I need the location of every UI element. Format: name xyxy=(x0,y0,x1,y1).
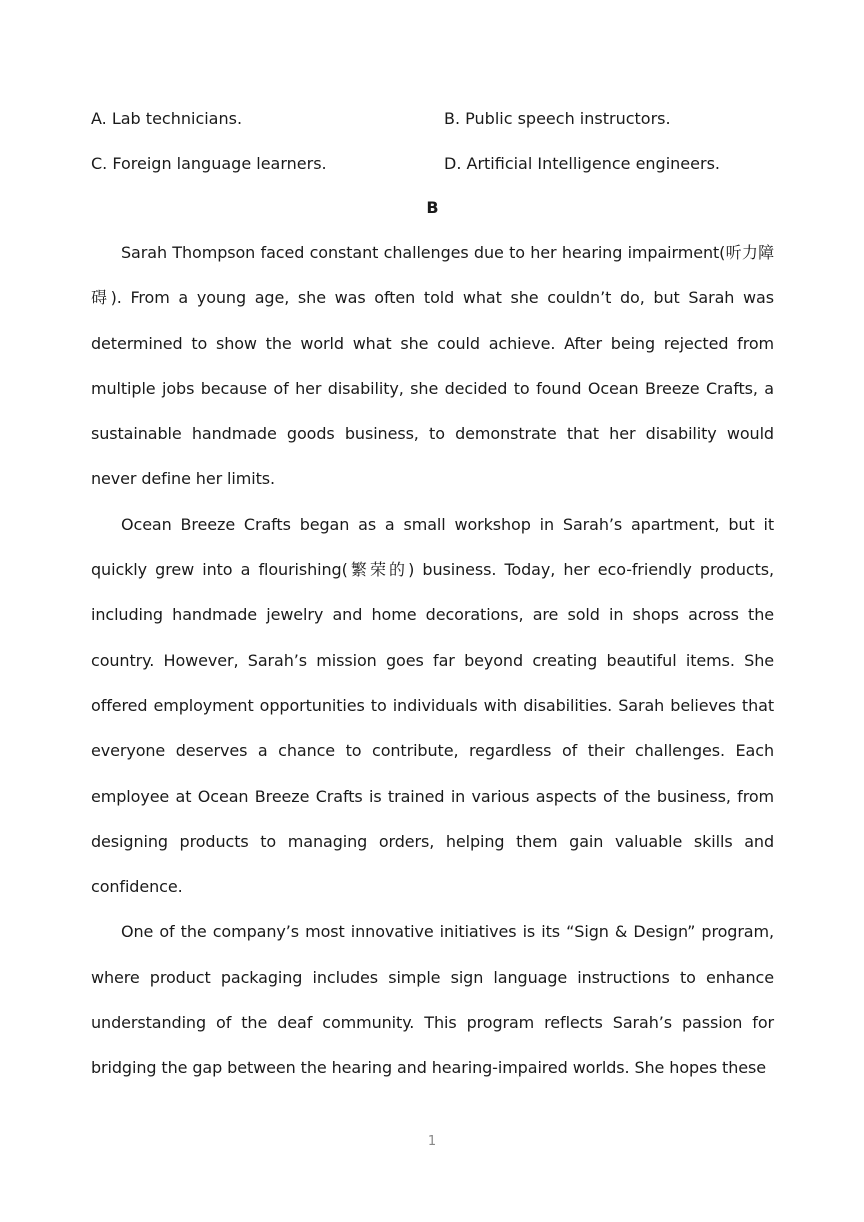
options-row xyxy=(91,141,774,186)
paragraph-1: Sarah Thompson faced constant challenges due to her hearing impairment(听力障碍). From a young age, she was often told what she couldn’t do, but Sarah was determined to show the world what she could achieve. After being rejected from multiple jobs because of her disability, she decided to found Ocean Breeze Crafts, a sustainable handmade goods business, to demonstrate that her disability would never define her limits. xyxy=(91,243,774,489)
option-b: B. Public speech instructors. xyxy=(444,109,671,128)
document-page xyxy=(91,96,774,1091)
option-a: A. Lab technicians. xyxy=(91,109,243,128)
options-row xyxy=(91,96,774,141)
page-number: 1 xyxy=(427,1134,437,1149)
paragraph-2: Ocean Breeze Crafts began as a small workshop in Sarah’s apartment, but it quickly grew into a flourishing(繁荣的) business. Today, her eco-friendly products, including handmade jewelry and home decorations, are sold in shops across the country. However, Sarah’s mission goes far beyond creating beautiful items. She offered employment opportunities to individuals with disabilities. Sarah believes that everyone deserves a chance to contribute, regardless of their challenges. Each employee at Ocean Breeze Crafts is trained in various aspects of the business, from designing products to managing orders, helping them gain valuable skills and confidence. xyxy=(91,514,774,897)
section-heading: B xyxy=(426,198,439,217)
option-c: C. Foreign language learners. xyxy=(91,154,327,173)
paragraph-3: One of the company’s most innovative initiatives is its “Sign & Design” program, where product packaging includes simple sign language instructions to enhance understanding of the deaf community. This program reflects Sarah’s passion for bridging the gap between the hearing and hearing-impaired worlds. She hopes these xyxy=(91,922,774,1078)
option-d: D. Artificial Intelligence engineers. xyxy=(444,154,720,173)
